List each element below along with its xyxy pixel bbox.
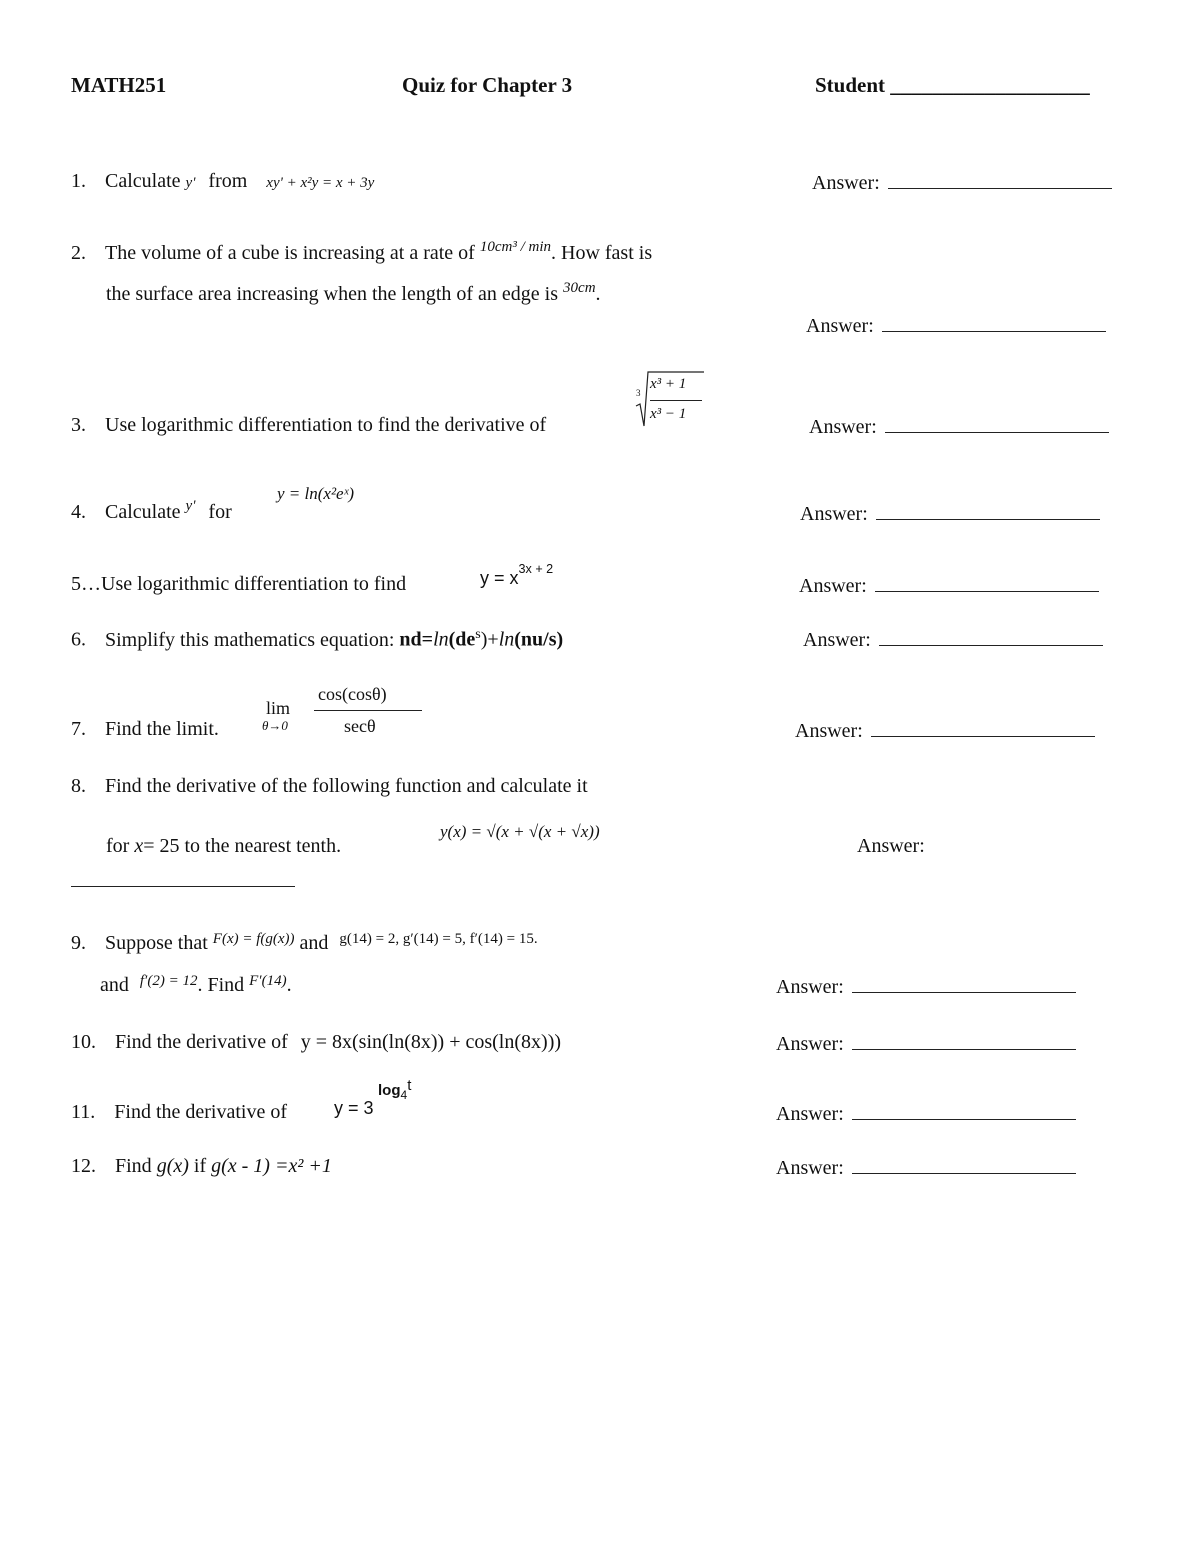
question-text: Use logarithmic differentiation to find xyxy=(101,573,407,595)
answer-label: Answer: xyxy=(776,1103,844,1125)
question-number: 7. xyxy=(71,718,86,740)
question-5 xyxy=(71,573,406,596)
fraction-bar xyxy=(650,400,702,401)
answer-8 xyxy=(857,835,925,858)
question-text: Find the derivative of xyxy=(115,1031,288,1053)
math-expression: x³ − 1 xyxy=(650,406,687,422)
question-text: Find xyxy=(115,1155,152,1177)
question-text: for xyxy=(208,501,232,523)
math-expression: g(x - 1) =x² +1 xyxy=(211,1155,332,1177)
question-text: = 25 to the nearest tenth. xyxy=(143,835,342,857)
question-9 xyxy=(71,932,538,955)
math-expression: xy' + x²y = x + 3y xyxy=(266,175,375,191)
math-expression: y' xyxy=(185,498,196,514)
answer-line[interactable] xyxy=(852,1155,1076,1174)
math-expression: 10cm³ / min xyxy=(479,239,551,255)
answer-label: Answer: xyxy=(795,720,863,742)
question-text: The volume of a cube is increasing at a rate of xyxy=(105,242,475,264)
answer-7 xyxy=(795,718,1095,743)
math-expression: F′(14) xyxy=(249,973,287,989)
cube-root-expression xyxy=(634,368,706,430)
question-text: from xyxy=(208,170,248,192)
question-number: 8. xyxy=(71,775,86,797)
root-index: 3 xyxy=(636,388,641,398)
answer-6 xyxy=(803,627,1103,652)
question-10 xyxy=(71,1031,561,1054)
answer-line[interactable] xyxy=(852,974,1076,993)
answer-label: Answer: xyxy=(799,575,867,597)
answer-line[interactable] xyxy=(876,501,1100,520)
expr-exponent: log xyxy=(378,1082,401,1099)
question-12 xyxy=(71,1155,332,1178)
question-text: and xyxy=(299,932,329,954)
limit-operator: lim xyxy=(266,698,291,718)
answer-line[interactable] xyxy=(885,414,1109,433)
answer-label: Answer: xyxy=(809,416,877,438)
question-text: Find the derivative of the following function and calculate it xyxy=(105,775,588,797)
question-text: Suppose that xyxy=(105,932,208,954)
expr-variable: t xyxy=(407,1077,412,1094)
question-number: 11. xyxy=(71,1101,96,1123)
limit-subscript: θ→0 xyxy=(262,718,288,733)
question-6 xyxy=(71,627,563,652)
question-number: 12. xyxy=(71,1155,96,1177)
equation-part: ln xyxy=(498,628,515,651)
math-expression xyxy=(480,562,554,589)
question-2 xyxy=(71,239,653,265)
answer-line[interactable] xyxy=(71,868,295,887)
question-9-line-2 xyxy=(100,974,292,997)
question-3 xyxy=(71,414,546,437)
question-4 xyxy=(71,498,232,524)
math-expression: y' xyxy=(185,175,196,191)
answer-label: Answer: xyxy=(776,976,844,998)
answer-5 xyxy=(799,573,1099,598)
answer-line[interactable] xyxy=(882,313,1106,332)
question-number: 4. xyxy=(71,501,86,523)
answer-3 xyxy=(809,414,1109,439)
math-expression: x³ + 1 xyxy=(650,376,687,392)
answer-2 xyxy=(806,313,1106,338)
answer-label: Answer: xyxy=(776,1033,844,1055)
question-number: 2. xyxy=(71,242,86,264)
answer-label: Answer: xyxy=(812,172,880,194)
math-expression: y = 8x(sin(ln(8x)) + cos(ln(8x))) xyxy=(300,1031,562,1053)
question-text: the surface area increasing when the length of an edge is xyxy=(106,283,559,305)
question-text: . xyxy=(595,283,601,305)
question-1 xyxy=(71,170,374,193)
math-expression: F(x) = f(g(x)) xyxy=(212,931,295,947)
answer-label: Answer: xyxy=(800,503,868,525)
fraction-numerator: cos(cosθ) xyxy=(318,684,387,704)
question-text: . Find xyxy=(197,974,245,996)
answer-line[interactable] xyxy=(852,1101,1076,1120)
math-expression: g(x) xyxy=(156,1155,189,1177)
answer-line[interactable] xyxy=(879,627,1103,646)
expr-base: y = x xyxy=(480,568,519,588)
question-text: for xyxy=(106,835,130,857)
question-8 xyxy=(71,775,588,798)
question-text: Simplify this mathematics equation: xyxy=(105,628,395,651)
answer-label: Answer: xyxy=(857,835,925,857)
math-expression: 30cm xyxy=(563,280,596,296)
answer-label: Answer: xyxy=(806,315,874,337)
student-name-field[interactable]: Student ___________________ xyxy=(815,73,1090,97)
question-number: 9. xyxy=(71,932,86,954)
question-11 xyxy=(71,1101,287,1124)
math-exponent xyxy=(378,1077,412,1102)
question-text: and xyxy=(100,974,129,996)
answer-label: Answer: xyxy=(776,1157,844,1179)
answer-line[interactable] xyxy=(852,1031,1076,1050)
question-number: 1. xyxy=(71,170,86,192)
expr-subscript: 4 xyxy=(400,1088,408,1102)
quiz-title: Quiz for Chapter 3 xyxy=(402,73,573,97)
question-text: if xyxy=(193,1155,207,1177)
expr-exponent: 3x + 2 xyxy=(518,562,554,576)
math-expression xyxy=(334,1098,374,1119)
question-number: 10. xyxy=(71,1031,96,1053)
answer-11 xyxy=(776,1101,1076,1126)
question-number: 6. xyxy=(71,628,86,651)
answer-line[interactable] xyxy=(888,170,1112,189)
expr-base: y = 3 xyxy=(334,1098,374,1118)
question-2-line-2 xyxy=(106,280,601,306)
answer-1 xyxy=(812,170,1112,195)
math-expression: y(x) = √(x + √(x + √x)) xyxy=(440,822,600,841)
answer-label: Answer: xyxy=(803,629,871,651)
question-text: . How fast is xyxy=(551,242,653,264)
equation-part: nd= xyxy=(399,628,434,651)
question-7 xyxy=(71,718,219,741)
answer-line[interactable] xyxy=(871,718,1095,737)
question-number: 3. xyxy=(71,414,86,436)
answer-line[interactable] xyxy=(875,573,1099,592)
answer-10 xyxy=(776,1031,1076,1056)
question-text: Use logarithmic differentiation to find the derivative of xyxy=(105,414,547,436)
math-expression: g(14) = 2, g′(14) = 5, f′(14) = 15. xyxy=(339,931,538,947)
answer-12 xyxy=(776,1155,1076,1180)
math-variable: x xyxy=(134,835,144,857)
course-code: MATH251 xyxy=(71,73,167,97)
question-8-line-2 xyxy=(106,835,341,858)
answer-9 xyxy=(776,974,1076,999)
question-text: Find the limit. xyxy=(105,718,219,740)
equation-part: (de xyxy=(448,628,476,651)
equation-part: ln xyxy=(433,628,449,651)
equation-part: s xyxy=(475,627,481,642)
question-text: Calculate xyxy=(105,170,181,192)
question-text: Find the derivative of xyxy=(114,1101,287,1123)
math-expression: y = ln(x²eˣ) xyxy=(277,484,355,503)
question-text: . xyxy=(286,974,292,996)
answer-4 xyxy=(800,501,1100,526)
fraction-denominator: secθ xyxy=(344,716,376,736)
question-number: 5… xyxy=(71,573,101,595)
math-expression: f′(2) = 12 xyxy=(139,973,198,989)
question-text: Calculate xyxy=(105,501,181,523)
fraction-bar xyxy=(314,710,422,711)
equation-part: (nu/s) xyxy=(514,628,564,651)
equation-part: )+ xyxy=(480,628,499,651)
